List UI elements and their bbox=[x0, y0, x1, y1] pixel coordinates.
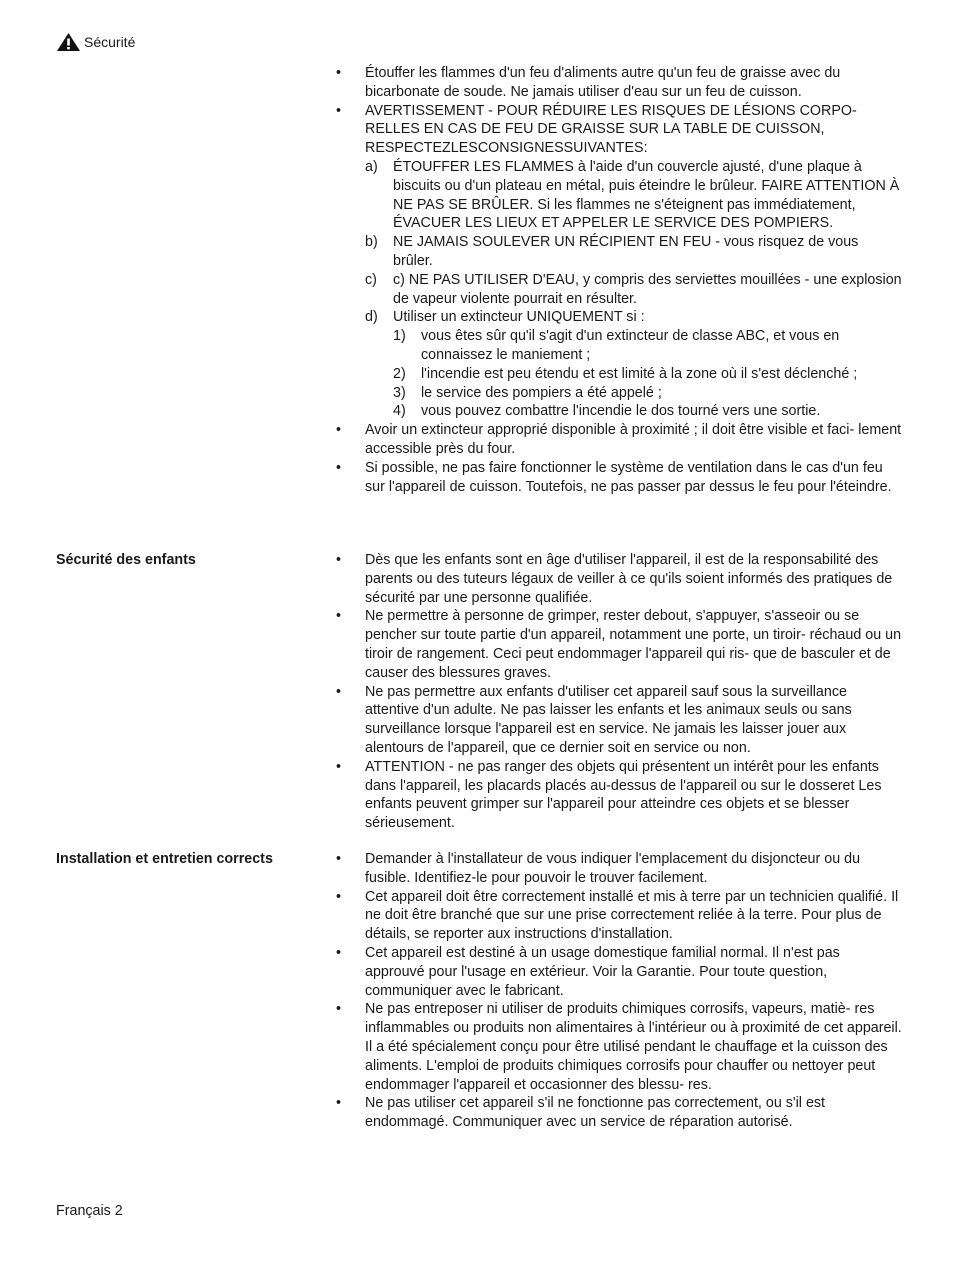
section-title-installation: Installation et entretien corrects bbox=[56, 851, 273, 867]
list-item: 3) le service des pompiers a été appelé ; bbox=[393, 384, 662, 401]
lettered-list bbox=[365, 158, 902, 421]
list-item: • Ne pas utiliser cet appareil s'il ne fonctionne pas correctement, ou s'il est endommagé. Communiquer avec un service de réparation autorisé. bbox=[336, 1095, 826, 1131]
list-item: • Étouffer les flammes d'un feu d'aliments autre qu'un feu de graisse avec du bicarbonate de soude. Ne jamais utiliser d'eau sur un feu de cuisson. bbox=[336, 65, 841, 100]
list-item: • Cet appareil est destiné à un usage domestique familial normal. Il n'est pas approuvé pour l'usage en extérieur. Voir la Garantie. Pour toute question, communiquer avec le fabricant. bbox=[336, 944, 840, 999]
list-item: • ATTENTION - ne pas ranger des objets qui présentent un intérêt pour les enfants dans l'appareil, les placards placés au-dessus de l'appareil ou sur le dosseret Les enfants peuvent grimper sur l'appareil pour atteindre ces objets et se blesser sérieusement. bbox=[336, 758, 882, 832]
list-item: d) Utiliser un extincteur UNIQUEMENT si : 1) vous êtes sûr qu'il s'agit d'un extincteur de classe ABC, et vous en connaissez le maniement ; 2) l'incendie est peu étendu et est limité à la zone où il s'est déclenché ; 3) le service des pompiers a été appelé ; 4) vous pouvez combattre l'incendie le dos tourné vers une sortie. bbox=[365, 308, 902, 421]
list-item: • Dès que les enfants sont en âge d'utiliser l'appareil, il est de la responsabilité des parents ou des tuteurs légaux de veiller à ce qu'ils soient informés des pratiques de sécurité par une personne qualifiée. bbox=[336, 552, 893, 606]
list-item: • Ne pas permettre aux enfants d'utiliser cet appareil sauf sous la surveillance attentive d'un adulte. Ne pas laisser les enfants et les animaux seuls ou sans surveillance lorsque l'appareil est en service. Ne jamais les laisser jouer aux alentours de l'appareil, que ce dernier soit en service ou non. bbox=[336, 683, 852, 756]
list-item: c) c) NE PAS UTILISER D'EAU, y compris des serviettes mouillées - une explosion de vapeur violente pourrait en résulter. bbox=[365, 271, 902, 307]
list-item: • Cet appareil doit être correctement installé et mis à terre par un technicien qualifié. Il ne doit être branché que sur une prise correctement reliée à la terre. Pour plus de détails, se reporter aux instructions d'installation. bbox=[336, 888, 899, 943]
list-item: a) ÉTOUFFER LES FLAMMES à l'aide d'un couvercle ajusté, d'une plaque à biscuits ou d'un plateau en métal, puis éteindre le brûleur. FAIRE ATTENTION À NE PAS SE BRÛLER. Si les flammes ne s'éteignent pas immédiatement, ÉVACUER LES LIEUX ET APPELER LE SERVICE DES POMPIERS. bbox=[365, 158, 900, 232]
list-item: • Demander à l'installateur de vous indiquer l'emplacement du disjoncteur ou du fusible. Identifiez-le pour pouvoir le trouver facilement. bbox=[336, 851, 861, 886]
list-item: • Ne pas entreposer ni utiliser de produits chimiques corrosifs, vapeurs, matiè- res inflammables ou produits non alimentaires à l'intérieur ou à proximité de cet appareil. Il a été spécialement conçu pour être utilisé pendant le chauffage et la cuisson des aliments. L'emploi de produits chimiques corrosifs pour chauffer ou nettoyer peut endommager l'appareil et occasionner des blessu- res. bbox=[336, 1001, 902, 1093]
page-header bbox=[56, 32, 135, 52]
section-title-child-safety: Sécurité des enfants bbox=[56, 552, 196, 568]
numbered-list bbox=[393, 327, 902, 421]
installation-section bbox=[336, 850, 902, 1132]
warning-icon bbox=[56, 32, 81, 52]
list-item: • Avoir un extincteur approprié disponible à proximité ; il doit être visible et faci- lement accessible près du four. bbox=[336, 422, 902, 457]
header-title: Sécurité bbox=[84, 33, 136, 50]
fire-safety-section bbox=[336, 64, 902, 496]
list-item: 1) vous êtes sûr qu'il s'agit d'un extincteur de classe ABC, et vous en connaissez le maniement ; bbox=[393, 328, 840, 363]
list-item: • AVERTISSEMENT - POUR RÉDUIRE LES RISQUES DE LÉSIONS CORPO- RELLES EN CAS DE FEU DE GRAISSE SUR LA TABLE DE CUISSON, RESPECTEZLESCONSIGNESSUIVANTES: a) ÉTOUFFER LES FLAMMES à l'aide d'un couvercle ajusté, d'une plaque à biscuits ou d'un plateau en métal, puis éteindre le brûleur. FAIRE ATTENTION À NE PAS SE BRÛLER. Si les flammes ne s'éteignent pas immédiatement, ÉVACUER LES LIEUX ET APPELER LE SERVICE DES POMPIERS. b) NE JAMAIS SOULEVER UN RÉCIPIENT EN FEU - vous risquez de vous brûler. c) c) NE PAS UTILISER D'EAU, y compris des serviettes mouillées - une explosion de vapeur violente pourrait en résulter. d) Utiliser un extincteur UNIQUEMENT si : 1) vous êtes sûr qu'il s'agit d'un extincteur de classe ABC, et vous en connaissez le maniement ; 2) l'incendie est peu étendu et est limité à la zone où il s'est déclenché ; 3) le service des pompiers a été appelé ; 4) vous pouvez combattre l'incendie le dos tourné vers une sortie. bbox=[336, 102, 902, 420]
child-safety-section bbox=[336, 551, 902, 833]
list-item: • Si possible, ne pas faire fonctionner le système de ventilation dans le cas d'un feu sur l'appareil de cuisson. Toutefois, ne pas passer par dessus le feu pour l'éteindre. bbox=[336, 459, 892, 495]
list-item: • Ne permettre à personne de grimper, rester debout, s'appuyer, s'asseoir ou se pencher sur toute partie d'un appareil, notamment une porte, un tiroir- réchaud ou un tiroir de rangement. Ceci peut endommager l'appareil qui ris- que de basculer et de causer des blessures graves. bbox=[336, 608, 902, 681]
list-item: b) NE JAMAIS SOULEVER UN RÉCIPIENT EN FEU - vous risquez de vous brûler. bbox=[365, 234, 859, 269]
list-item: 2) l'incendie est peu étendu et est limité à la zone où il s'est déclenché ; bbox=[393, 365, 858, 382]
list-item: 4) vous pouvez combattre l'incendie le dos tourné vers une sortie. bbox=[393, 403, 821, 420]
page-footer: Français 2 bbox=[56, 1203, 123, 1219]
